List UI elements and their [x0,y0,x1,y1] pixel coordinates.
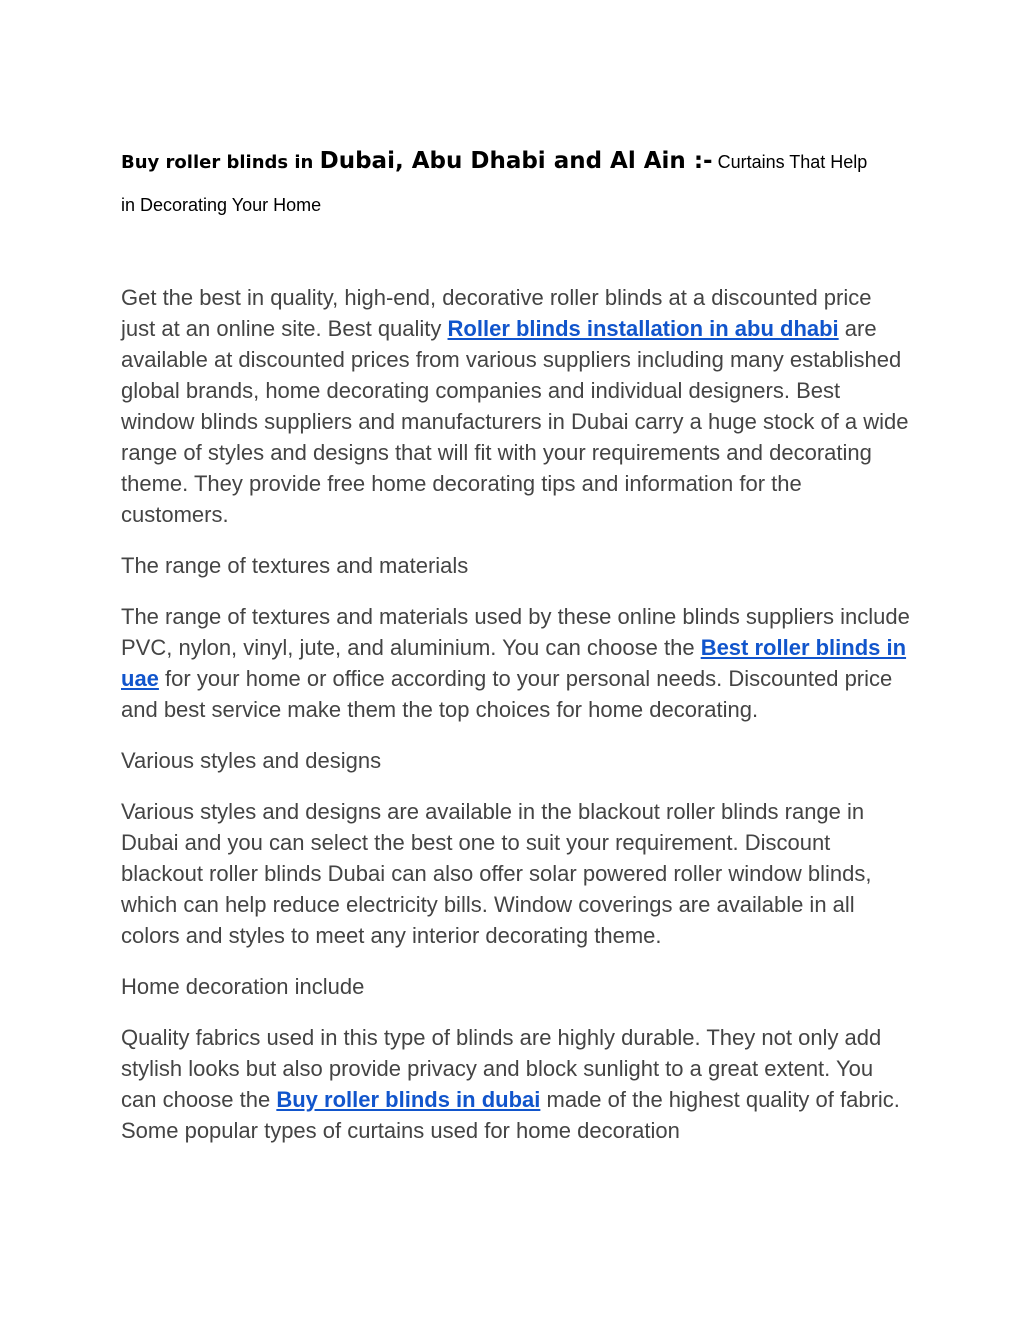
section-heading-textures: The range of textures and materials [121,553,469,578]
paragraph-text: Get the best in quality, high-end, decorative roller blinds at a discounted price just at an online site. Best quality [121,285,872,341]
link-best-roller-blinds-uae[interactable]: Best roller blinds in uae [121,635,907,691]
section-heading-home-decoration: Home decoration include [121,974,365,999]
paragraph-text: made of the highest quality of fabric. Some popular types of curtains used for home decoration [121,1087,900,1143]
paragraph-home-decoration [121,1022,911,1146]
document-page [121,140,911,1146]
title-line-2: in Decorating Your Home [121,195,322,215]
link-roller-blinds-installation-abu-dhabi[interactable]: Roller blinds installation in abu dhabi [447,316,839,341]
title-part-2: Dubai, Abu Dhabi and Al Ain :- [319,148,713,174]
link-buy-roller-blinds-dubai[interactable]: Buy roller blinds in dubai [276,1087,541,1112]
paragraph-textures [121,601,911,725]
title-part-3: Curtains That Help [712,152,868,172]
section-heading-styles: Various styles and designs [121,748,382,773]
paragraph-text: Quality fabrics used in this type of blinds are highly durable. They not only add stylish looks but also provide privacy and block sunlight to a great extent. You can choose the [121,1025,882,1112]
paragraph-text: are available at discounted prices from various suppliers including many established global brands, home decorating companies and individual designers. Best window blinds suppliers and manufacturers in Dubai carry a huge stock of a wide range of styles and designs that will fit with your requirements and decorating theme. They provide free home decorating tips and information for the customers. [121,316,909,527]
paragraph-text: The range of textures and materials used by these online blinds suppliers include PVC, nylon, vinyl, jute, and aluminium. You can choose the [121,604,910,660]
paragraph-intro [121,282,911,530]
paragraph-text: for your home or office according to your personal needs. Discounted price and best service make them the top choices for home decorating. [121,666,893,722]
title-part-1: Buy roller blinds in [121,152,320,173]
document-title [121,140,911,184]
paragraph-styles: Various styles and designs are available in the blackout roller blinds range in Dubai and you can select the best one to suit your requirement. Discount blackout roller blinds Dubai can also offer solar powered roller window blinds, which can help reduce electricity bills. Window coverings are available in all colors and styles to meet any interior decorating theme. [121,799,872,948]
